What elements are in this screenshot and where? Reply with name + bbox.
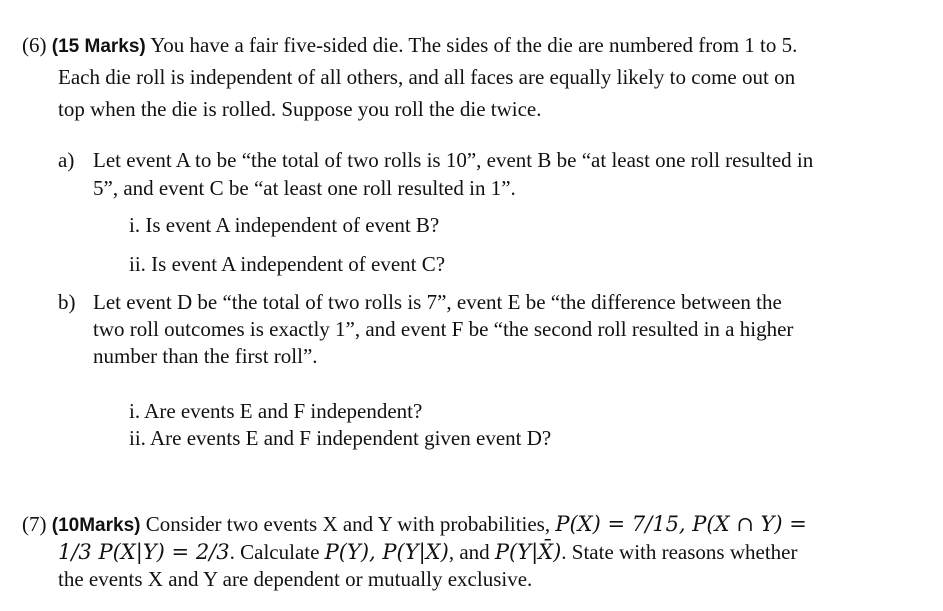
part-b-line-2: two roll outcomes is exactly 1”, and event F be “the second roll resulted in a higher bbox=[93, 317, 794, 341]
question-7-number: (7) bbox=[22, 512, 47, 536]
part-b-line-1: Let event D be “the total of two rolls is 7”, event E be “the difference between the bbox=[93, 290, 782, 314]
question-7-math-2a: 1/3 P(X|Y) = 2/3 bbox=[58, 540, 230, 564]
part-a-label: a) bbox=[58, 148, 75, 172]
question-7-math-2c: P(Y|X̄) bbox=[494, 540, 562, 564]
part-b-label: b) bbox=[58, 290, 76, 314]
question-7-line-3: the events X and Y are dependent or mutually exclusive. bbox=[58, 567, 533, 591]
part-b-sub-i: i. Are events E and F independent? bbox=[129, 399, 423, 423]
question-6-marks: (15 Marks) bbox=[51, 36, 146, 57]
part-a-sub-i: i. Is event A independent of event B? bbox=[129, 213, 440, 237]
question-6-intro-1: You have a fair five-sided die. The sides of the die are numbered from 1 to 5. bbox=[150, 33, 798, 57]
part-b-line-3: number than the first roll”. bbox=[93, 344, 318, 368]
part-a-sub-ii: ii. Is event A independent of event C? bbox=[129, 252, 446, 276]
part-b-sub-ii: ii. Are events E and F independent given event D? bbox=[129, 426, 552, 450]
question-7-text-2a: . Calculate bbox=[229, 540, 320, 564]
question-7-math-2b: P(Y), P(Y|X) bbox=[324, 540, 449, 564]
question-6-intro-3: top when the die is rolled. Suppose you roll the die twice. bbox=[58, 97, 542, 121]
question-7-text-2b: , and bbox=[448, 540, 490, 564]
question-7-line-1 bbox=[22, 511, 807, 539]
question-7-text-2c: . State with reasons whether bbox=[561, 540, 798, 564]
question-6-line-1 bbox=[22, 32, 797, 60]
question-7-text-1: Consider two events X and Y with probabilities, bbox=[145, 512, 551, 536]
part-a-line-1: Let event A to be “the total of two rolls is 10”, event B be “at least one roll resulted in bbox=[93, 148, 814, 172]
question-7-line-2 bbox=[58, 539, 798, 565]
question-6-number: (6) bbox=[22, 33, 47, 57]
question-7-marks: (10Marks) bbox=[51, 515, 141, 536]
question-6-intro-2: Each die roll is independent of all others, and all faces are equally likely to come out on bbox=[58, 65, 796, 89]
question-7-math-1: P(X) = 7/15, P(X ∩ Y) = bbox=[555, 512, 807, 536]
part-a-line-2: 5”, and event C be “at least one roll resulted in 1”. bbox=[93, 176, 516, 200]
